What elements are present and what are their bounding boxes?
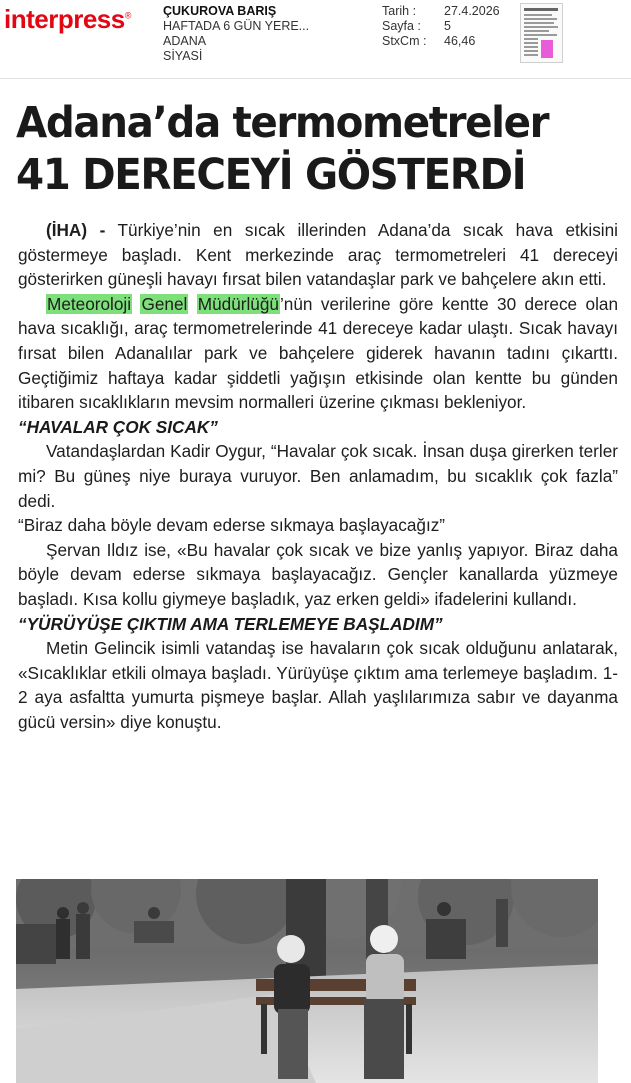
- page-value: 5: [444, 19, 451, 33]
- paragraph-1: [18, 218, 618, 292]
- publication-name: ÇUKUROVA BARIŞ: [163, 4, 277, 18]
- highlighted-term-3: Müdürlüğü: [197, 293, 279, 314]
- highlighted-term-1: Meteoroloji: [47, 293, 132, 314]
- headline-line-1: Adana’da termometreler: [16, 98, 549, 148]
- paragraph-3: Vatandaşlardan Kadir Oygur, “Havalar çok sıcak. İnsan duşa girerken terler mi? Bu güneş niye buraya vuruyor. Ben anlamadım, bu sıcaklık çok fazla” dedi.: [18, 441, 618, 511]
- park-photo: [16, 879, 598, 1083]
- publication-city: ADANA: [163, 34, 207, 48]
- park-photo-illustration: [16, 879, 598, 1083]
- paragraph-6: Metin Gelincik isimli vatandaş ise havaların çok sıcak olduğunu anlatarak, «Sıcaklıklar etkili olmaya başladı. Yürüyüşe çıktım ama terlemeye başladım. 1-2 aya asfaltta yumurta pişmeye başlar. Allah yaşlılarımıza sabır ve dayanma gücü versin» diye konuştu.: [18, 638, 618, 732]
- interpress-logo: interpress®: [4, 4, 131, 34]
- clipping-header: [0, 0, 631, 72]
- paragraph-5: Şervan Ildız ise, «Bu havalar çok sıcak ve bize yanlış yapıyor. Biraz daha böyle devam ederse sıkmaya başlayacağız. Gençler kanallarda yüzmeye başladı. Kısa kollu giymeye başladık, yaz erken geldi» ifadelerini kullandı.: [18, 539, 618, 609]
- paragraph-4: “Biraz daha böyle devam ederse sıkmaya başlayacağız”: [18, 515, 446, 536]
- highlighted-term-2: Genel: [141, 293, 188, 314]
- date-label: Tarih :: [382, 4, 417, 18]
- page-label: Sayfa :: [382, 19, 421, 33]
- page-thumbnail[interactable]: [520, 3, 563, 63]
- date-value: 27.4.2026: [444, 4, 500, 18]
- stxcm-value: 46,46: [444, 34, 476, 48]
- paragraph-2-text: ’nün verilerine göre kentte 30 derece olan hava sıcaklığı, araç termometrelerinde 41 dereceye kadar ulaştı. Sıcak havayı fırsat bilen Adanalılar park ve bahçelere giderek havanın tadını çıkarttı. Geçtiğimiz haftaya kadar şiddetli yağışın etkisinde olan kentte bu günden itibaren sıcaklıkların mevsim normalleri üzerine çıkması bekleniyor.: [18, 293, 618, 413]
- paragraph-2: [18, 292, 618, 415]
- paragraph-1-text: Türkiye’nin en sıcak illerinden Adana’da sıcak hava etkisini göstermeye başladı. Kent merkezinde araç termometreleri 41 dereceyi gösterirken güneşli havayı fırsat bilen vatandaşlar park ve bahçelere akın etti.: [18, 220, 618, 290]
- article-position-marker: [541, 40, 553, 58]
- publication-section: SİYASİ: [163, 49, 203, 63]
- subheading-2: “YÜRÜYÜŞE ÇIKTIM AMA TERLEMEYE BAŞLADIM”: [18, 613, 443, 634]
- headline-line-2: 41 DERECEYİ GÖSTERDİ: [16, 150, 526, 200]
- publication-frequency: HAFTADA 6 GÜN YERE...: [163, 19, 310, 33]
- header-divider: [0, 78, 631, 79]
- article-body: [18, 218, 618, 734]
- article-headline: [16, 97, 580, 201]
- news-agency-tag: (İHA) -: [46, 220, 106, 240]
- stxcm-label: StxCm :: [382, 34, 427, 48]
- subheading-1: “HAVALAR ÇOK SICAK”: [18, 416, 218, 437]
